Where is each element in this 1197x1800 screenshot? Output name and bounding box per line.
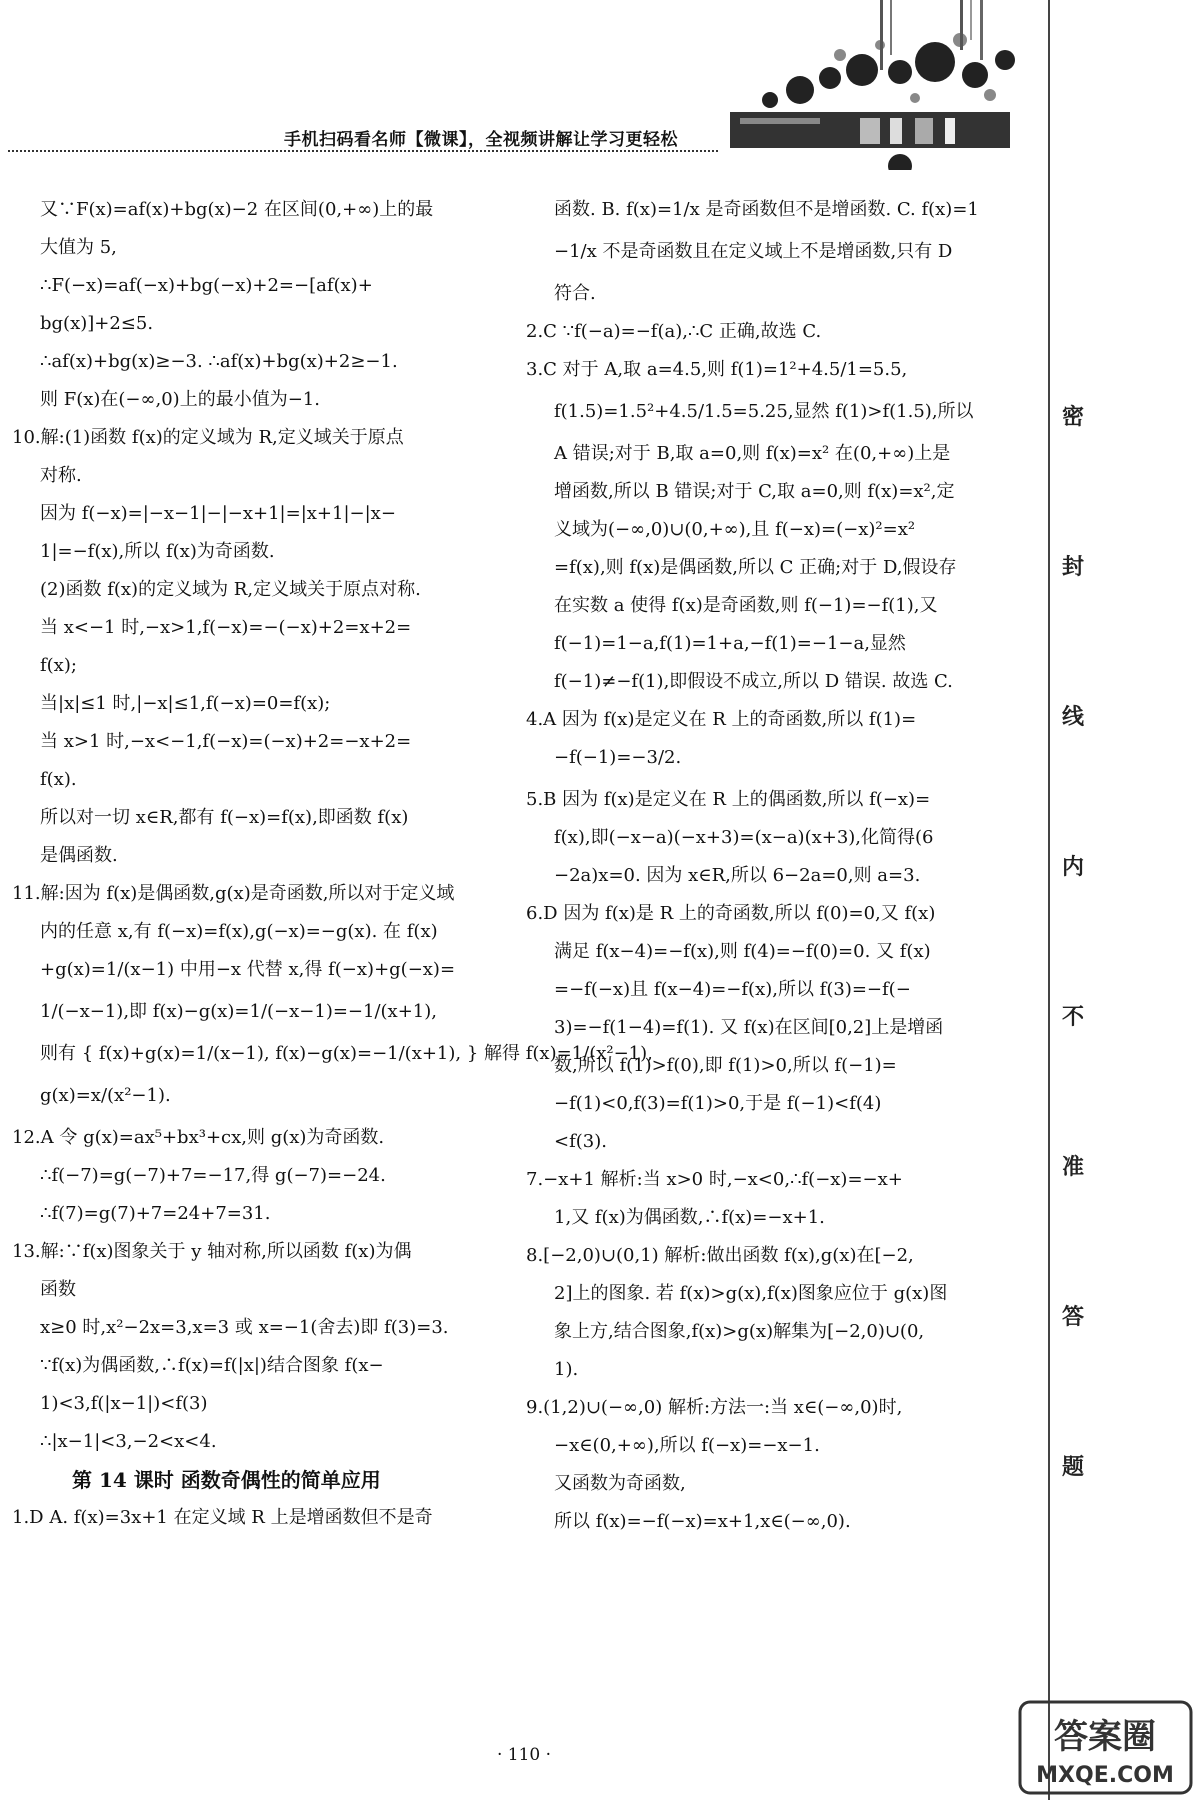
section-title: 第 14 课时 函数奇偶性的简单应用	[72, 1468, 381, 1492]
text-line: ∴F(−x)=af(−x)+bg(−x)+2=−[af(x)+	[40, 275, 373, 296]
text-line: 所以 f(x)=−f(−x)=x+1,x∈(−∞,0).	[554, 1511, 851, 1532]
margin-word: 不	[1061, 1004, 1084, 1030]
text-line: 8.[−2,0)∪(0,1) 解析:做出函数 f(x),g(x)在[−2,	[526, 1245, 914, 1266]
text-line: 2]上的图象. 若 f(x)>g(x),f(x)图象应位于 g(x)图	[554, 1283, 948, 1304]
text-line: 13.解:∵f(x)图象关于 y 轴对称,所以函数 f(x)为偶	[12, 1241, 412, 1262]
text-line: f(x);	[40, 655, 77, 676]
text-line: 1,又 f(x)为偶函数,∴f(x)=−x+1.	[554, 1207, 825, 1228]
text-line: =−f(−x)且 f(x−4)=−f(x),所以 f(3)=−f(−	[554, 979, 911, 1000]
header-rule	[8, 150, 718, 152]
text-line: (2)函数 f(x)的定义域为 R,定义域关于原点对称.	[40, 579, 421, 600]
text-line: 4.A 因为 f(x)是定义在 R 上的奇函数,所以 f(1)=	[526, 709, 917, 730]
text-line: <f(3).	[554, 1131, 607, 1152]
text-line: 所以对一切 x∈R,都有 f(−x)=f(x),即函数 f(x)	[40, 807, 409, 828]
text-line: 函数	[40, 1279, 76, 1300]
right-text-column	[526, 196, 1026, 1546]
text-line: bg(x)]+2≤5.	[40, 313, 154, 334]
text-line: +g(x)=1/(x−1) 中用−x 代替 x,得 f(−x)+g(−x)=	[40, 959, 456, 980]
text-line: 3)=−f(1−4)=f(1). 又 f(x)在区间[0,2]上是增函	[554, 1017, 944, 1038]
text-line: f(1.5)=1.5²+4.5/1.5=5.25,显然 f(1)>f(1.5),所以	[554, 401, 974, 422]
text-line: 当 x>1 时,−x<−1,f(−x)=(−x)+2=−x+2=	[40, 731, 412, 752]
text-line: 7.−x+1 解析:当 x>0 时,−x<0,∴f(−x)=−x+	[526, 1169, 903, 1190]
text-line: A 错误;对于 B,取 a=0,则 f(x)=x² 在(0,+∞)上是	[554, 443, 951, 464]
text-line: ∴f(−7)=g(−7)+7=−17,得 g(−7)=−24.	[40, 1165, 386, 1186]
text-line: 6.D 因为 f(x)是 R 上的奇函数,所以 f(0)=0,又 f(x)	[526, 903, 936, 924]
margin-word: 准	[1061, 1154, 1084, 1180]
text-line: 当 x<−1 时,−x>1,f(−x)=−(−x)+2=x+2=	[40, 617, 412, 638]
text-line: 1.D A. f(x)=3x+1 在定义域 R 上是增函数但不是奇	[12, 1507, 433, 1528]
text-line: −2a)x=0. 因为 x∈R,所以 6−2a=0,则 a=3.	[554, 865, 921, 886]
text-line: 是偶函数.	[40, 845, 118, 866]
text-line: f(−1)≠−f(1),即假设不成立,所以 D 错误. 故选 C.	[554, 671, 953, 692]
text-line: −f(−1)=−3/2.	[554, 747, 682, 768]
text-line: 则 F(x)在(−∞,0)上的最小值为−1.	[40, 389, 320, 410]
text-line: 5.B 因为 f(x)是定义在 R 上的偶函数,所以 f(−x)=	[526, 789, 931, 810]
text-line: 满足 f(x−4)=−f(x),则 f(4)=−f(0)=0. 又 f(x)	[554, 941, 931, 962]
text-line: 因为 f(−x)=|−x−1|−|−x+1|=|x+1|−|x−	[40, 503, 396, 524]
header-slogan: 手机扫码看名师【微课】，全视频讲解让学习更轻松	[284, 130, 678, 150]
text-line: f(−1)=1−a,f(1)=1+a,−f(1)=−1−a,显然	[554, 633, 906, 654]
text-line: ∵f(x)为偶函数,∴f(x)=f(|x|)结合图象 f(x−	[40, 1355, 384, 1376]
text-line: ∴f(7)=g(7)+7=24+7=31.	[40, 1203, 271, 1224]
text-line: 函数. B. f(x)=1/x 是奇函数但不是增函数. C. f(x)=1	[554, 199, 979, 220]
text-line: 在实数 a 使得 f(x)是奇函数,则 f(−1)=−f(1),又	[554, 595, 938, 616]
text-line: 增函数,所以 B 错误;对于 C,取 a=0,则 f(x)=x²,定	[554, 481, 955, 502]
text-line: ∴|x−1|<3,−2<x<4.	[40, 1431, 217, 1452]
page-number: · 110 ·	[496, 1745, 552, 1765]
text-line: 1/(−x−1),即 f(x)−g(x)=1/(−x−1)=−1/(x+1),	[40, 1001, 437, 1022]
text-line: 1)<3,f(|x−1|)<f(3)	[40, 1393, 208, 1414]
watermark-stamp	[1018, 1700, 1193, 1795]
text-line: f(x),即(−x−a)(−x+3)=(x−a)(x+3),化简得(6	[554, 827, 934, 848]
watermark-top-text: 答案圈	[1054, 1717, 1156, 1757]
text-line: f(x).	[40, 769, 77, 790]
text-line: 又函数为奇函数,	[554, 1473, 686, 1494]
text-line: 数,所以 f(1)>f(0),即 f(1)>0,所以 f(−1)=	[554, 1055, 897, 1076]
text-line: 2.C ∵f(−a)=−f(a),∴C 正确,故选 C.	[526, 321, 822, 342]
text-line: 对称.	[40, 465, 82, 486]
text-line: 符合.	[554, 283, 596, 304]
text-line: 义域为(−∞,0)∪(0,+∞),且 f(−x)=(−x)²=x²	[554, 519, 916, 540]
text-line: 1|=−f(x),所以 f(x)为奇函数.	[40, 541, 275, 562]
text-line: x≥0 时,x²−2x=3,x=3 或 x=−1(舍去)即 f(3)=3.	[40, 1317, 449, 1338]
text-line: −x∈(0,+∞),所以 f(−x)=−x−1.	[554, 1435, 820, 1456]
text-line: 当|x|≤1 时,|−x|≤1,f(−x)=0=f(x);	[40, 693, 331, 714]
margin-word: 封	[1061, 554, 1084, 580]
text-line: 内的任意 x,有 f(−x)=f(x),g(−x)=−g(x). 在 f(x)	[40, 921, 438, 942]
margin-word: 答	[1061, 1304, 1084, 1330]
watermark-bottom-text: MXQE.COM	[1036, 1763, 1174, 1788]
binding-margin-rule	[1048, 0, 1050, 1800]
margin-word: 内	[1061, 854, 1084, 880]
text-line: 大值为 5,	[40, 237, 117, 258]
text-line: 12.A 令 g(x)=ax⁵+bx³+cx,则 g(x)为奇函数.	[12, 1127, 385, 1148]
text-line: 则有 { f(x)+g(x)=1/(x−1), f(x)−g(x)=−1/(x+1), } 解得 f(x)=1/(x²−1),	[40, 1043, 653, 1064]
margin-word: 密	[1061, 404, 1084, 430]
text-line: 3.C 对于 A,取 a=4.5,则 f(1)=1²+4.5/1=5.5,	[526, 359, 908, 380]
text-line: 1).	[554, 1359, 579, 1380]
text-line: ∴af(x)+bg(x)≥−3. ∴af(x)+bg(x)+2≥−1.	[40, 351, 398, 372]
text-line: 又∵F(x)=af(x)+bg(x)−2 在区间(0,+∞)上的最	[40, 199, 434, 220]
text-line: 10.解:(1)函数 f(x)的定义域为 R,定义域关于原点	[12, 427, 404, 448]
margin-word: 题	[1061, 1454, 1084, 1480]
text-line: g(x)=x/(x²−1).	[40, 1085, 171, 1106]
text-line: 9.(1,2)∪(−∞,0) 解析:方法一:当 x∈(−∞,0)时,	[526, 1397, 903, 1418]
margin-word: 线	[1061, 704, 1084, 730]
text-line: =f(x),则 f(x)是偶函数,所以 C 正确;对于 D,假设存	[554, 557, 957, 578]
text-line: 11.解:因为 f(x)是偶函数,g(x)是奇函数,所以对于定义域	[12, 883, 455, 904]
text-line: −1/x 不是奇函数且在定义域上不是增函数,只有 D	[554, 241, 953, 262]
text-line: −f(1)<0,f(3)=f(1)>0,于是 f(−1)<f(4)	[554, 1093, 882, 1114]
text-line: 象上方,结合图象,f(x)>g(x)解集为[−2,0)∪(0,	[554, 1321, 925, 1342]
